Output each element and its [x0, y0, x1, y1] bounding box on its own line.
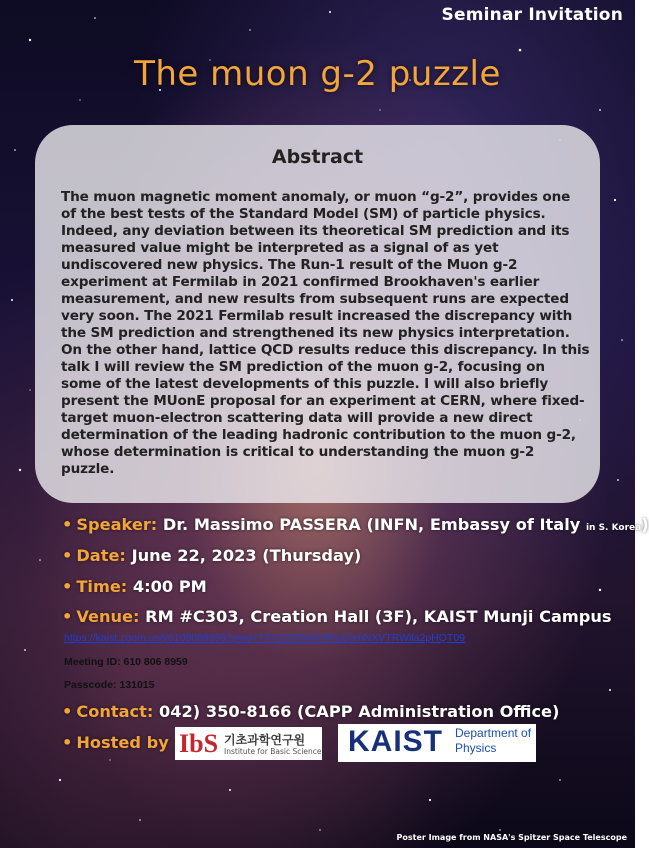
kaist-physics-logo — [338, 724, 536, 762]
kaist-dept-line: Physics — [455, 741, 497, 755]
bullet-icon: • — [62, 515, 73, 534]
date-row — [62, 546, 361, 565]
ibs-logo-mark: IbS — [179, 729, 219, 758]
venue-value: RM #C303, Creation Hall (3F), KAIST Munji Campus — [145, 607, 612, 626]
abstract-line: experiment at Fermilab in 2021 confirmed Brookhaven's earlier — [61, 274, 540, 290]
ibs-logo-korean: 기초과학연구원 — [224, 733, 306, 747]
bullet-icon: • — [62, 702, 73, 721]
venue-label: Venue: — [76, 607, 140, 626]
speaker-label: Speaker: — [76, 515, 158, 534]
abstract-line: determination of the leading hadronic contribution to the muon g-2, — [61, 427, 576, 443]
speaker-value: Dr. Massimo PASSERA (INFN, Embassy of Italy — [162, 515, 581, 534]
seminar-invitation-label: Seminar Invitation — [441, 5, 623, 25]
abstract-line: of the best tests of the Standard Model (SM) of particle physics. — [61, 206, 546, 222]
zoom-meeting-link[interactable]: https://kaist.zoom.us/j/6108068959?pwd=TXV2OGlWdVRtcGhmNXVTRWlla2pHQT09 — [64, 632, 466, 644]
abstract-line: On the other hand, lattice QCD results reduce this discrepancy. In this — [61, 342, 590, 358]
bullet-icon: • — [62, 546, 73, 565]
venue-row — [62, 607, 612, 626]
time-label: Time: — [76, 577, 128, 596]
abstract-line: measured value might be interpreted as a signal of as yet — [61, 240, 499, 256]
abstract-line: whose determination is critical to understanding the muon g-2 puzzle. — [61, 444, 535, 477]
abstract-body — [61, 189, 591, 478]
poster-title: The muon g-2 puzzle — [134, 54, 501, 94]
passcode: Passcode: 131015 — [64, 679, 155, 691]
abstract-line: measurement, and new results from subsequent runs are expected — [61, 291, 569, 307]
contact-value: 042) 350-8166 (CAPP Administration Office) — [159, 702, 560, 721]
abstract-line: target muon-electron scattering data will provide a new direct — [61, 410, 533, 426]
time-row — [62, 577, 207, 596]
time-value: 4:00 PM — [132, 577, 207, 596]
abstract-line: some of the latest developments of this puzzle. I will also briefly — [61, 376, 549, 392]
contact-row — [62, 702, 559, 721]
meeting-id: Meeting ID: 610 806 8959 — [64, 656, 188, 668]
speaker-row — [62, 515, 649, 534]
date-label: Date: — [76, 546, 126, 565]
date-value: June 22, 2023 (Thursday) — [131, 546, 362, 565]
ibs-logo-english: Institute for Basic Science — [224, 747, 322, 756]
kaist-department-label — [455, 726, 531, 756]
bullet-icon: • — [62, 607, 73, 626]
hosted-row — [62, 733, 169, 752]
abstract-line: undiscovered new physics. The Run-1 result of the Muon g-2 — [61, 257, 518, 273]
contact-label: Contact: — [76, 702, 154, 721]
speaker-country: in S. Korea — [585, 523, 642, 533]
abstract-panel — [35, 125, 600, 503]
ibs-logo — [175, 727, 322, 760]
speaker-close: ) — [641, 515, 649, 534]
abstract-line: very soon. The 2021 Fermilab result increased the discrepancy with — [61, 308, 573, 324]
image-credit: Poster Image from NASA's Spitzer Space Telescope — [396, 833, 627, 842]
bullet-icon: • — [62, 577, 73, 596]
abstract-line: present the MUonE proposal for an experiment at CERN, where fixed- — [61, 393, 585, 409]
abstract-line: The muon magnetic moment anomaly, or muon “g-2”, provides one — [61, 189, 571, 205]
abstract-line: Indeed, any deviation between its theoretical SM prediction and its — [61, 223, 570, 239]
abstract-line: talk I will review the SM prediction of the muon g-2, focusing on — [61, 359, 545, 375]
hosted-label: Hosted by — [76, 733, 169, 752]
abstract-line: the SM prediction and strengthened its new physics interpretation. — [61, 325, 570, 341]
kaist-dept-line: Department of — [455, 726, 532, 740]
abstract-heading: Abstract — [271, 146, 364, 168]
kaist-logo-mark: KAIST — [348, 725, 443, 758]
bullet-icon: • — [62, 733, 73, 752]
